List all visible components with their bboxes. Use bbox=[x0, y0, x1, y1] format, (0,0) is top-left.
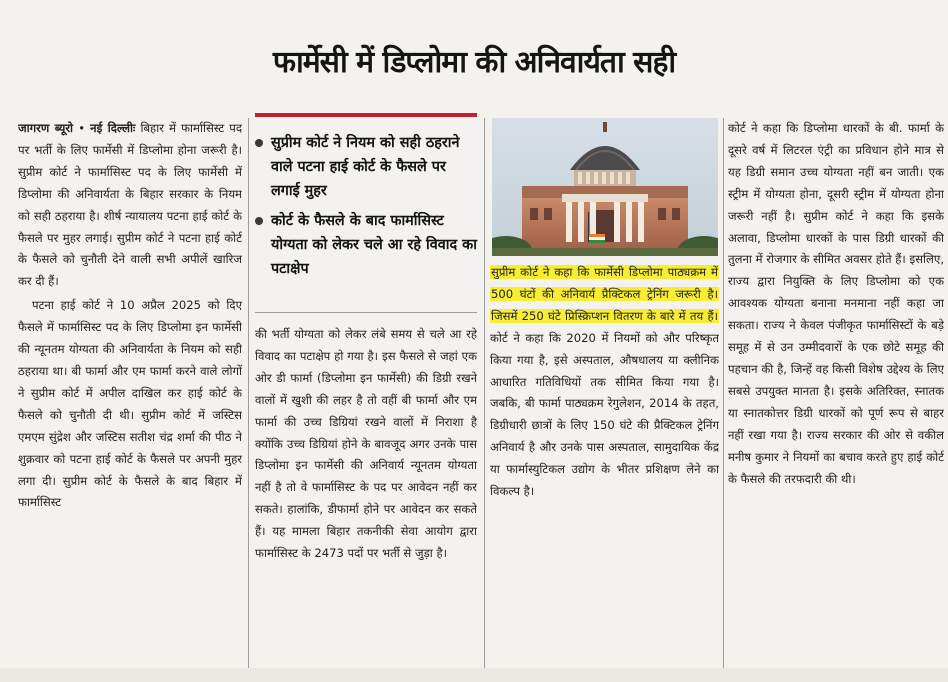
article-column-4 bbox=[728, 118, 944, 668]
col1-para1: सुप्रीम कोर्ट ने फार्मासिस्ट पद के लिए फार्मेसी में डिप्लोमा की अनिवार्यता के बिहार सरकार के नियम को सही ठहराया है। शीर्ष न्यायालय पटना हाई कोर्ट के फैसले पर मुहर लगाई। सुप्रीम कोर्ट ने पटना हाई कोर्ट के फैसले को चुनौती देने वाली सभी अपीलें खारिज कर दी हैं। bbox=[18, 164, 242, 289]
article-column-1 bbox=[18, 118, 242, 668]
byline-paragraph bbox=[18, 118, 242, 293]
bullet-icon bbox=[255, 217, 263, 225]
col4-para1: कोर्ट ने कहा कि डिप्लोमा धारकों के बी. फार्मा के दूसरे वर्ष में लिटरल एंट्री का प्रविधान होने मात्र से यह डिग्री समान उच्च योग्यता नहीं बन जाती। एक स्ट्रीम में योग्यता होना, दूसरी स्ट्रीम में योग्यता होना जरूरी नहीं है। सुप्रीम कोर्ट ने कहा कि इसके अलावा, डिप्लोमा धारकों के पास डिग्री धारकों की तुलना में रोजगार के सीमित अवसर होते हैं। इसलिए, राज्य द्वारा नियुक्ति के लिए डिप्लोमा को एक आवश्यक योग्यता बनाना मनमाना नहीं कहा जा सकता। राज्य ने केवल पंजीकृत फार्मासिस्टों के बड़े समूह में से उन उम्मीदवारों के एक छोटे समूह की पहचान की है, जिन्हें वह किसी विशेष उद्देश्य के लिए सबसे उपयुक्त मानता है। इसके अतिरिक्त, स्नातक या स्नातकोत्तर डिग्री धारकों को पूर्ण रूप से बाहर नहीं रखा गया है। राज्य सरकार की ओर से वकील मनीष कुमार ने नियमों का बचाव करते हुए हाई कोर्ट के फैसले की तरफदारी की थी। bbox=[728, 121, 944, 486]
bottom-edge bbox=[0, 668, 948, 682]
col1-para2: पटना हाई कोर्ट ने 10 अप्रैल 2025 को दिए फैसले में फार्मासिस्ट पद के लिए डिप्लोमा इन फार्मेसी की न्यूनतम योग्यता की अनिवार्यता के नियम को सही ठहराया था। बी फार्मा और एम फार्मा करने वाले लोगों ने सुप्रीम कोर्ट में अपील दाखिल कर हाई कोर्ट के फैसले को चुनौती दी थी। सुप्रीम कोर्ट में जस्टिस एमएम सुंद्रेश और जस्टिस सतीश चंद्र शर्मा की पीठ ने शुक्रवार को पटना हाई कोर्ट के फैसले पर अपनी मुहर लगा दी। सुप्रीम कोर्ट के फैसले के बाद बिहार में फार्मासिस्ट bbox=[18, 298, 242, 510]
byline-bureau: जागरण ब्यूरो bbox=[18, 121, 74, 135]
byline-place: नई दिल्लीः bbox=[90, 121, 136, 135]
highlights-box bbox=[255, 113, 477, 313]
column-divider bbox=[723, 118, 724, 668]
col3-rest: कोर्ट ने कहा कि 2020 में नियमों को और परिष्कृत किया गया है, इसे अस्पताल, औषधालय या क्लीनिक आधारित गतिविधियों तक सीमित किया गया है। जबकि, बी फार्मा पाठ्यक्रम रेगुलेशन, 2014 के तहत, डिग्रीधारी छात्रों के लिए 150 घंटे की प्रैक्टिकल ट्रेनिंग अनिवार्य है और उनके पास अस्पताल, सामुदायिक केंद्र या फार्मास्युटिकल उद्योग के भीतर प्रशिक्षण लेने का विकल्प है। bbox=[490, 330, 719, 499]
col3-para1 bbox=[490, 262, 719, 503]
highlight-text: कोर्ट के फैसले के बाद फार्मासिस्ट योग्यता को लेकर चले आ रहे विवाद का पटाक्षेप bbox=[271, 213, 477, 277]
byline-separator-dot: • bbox=[78, 121, 91, 135]
headline: फार्मेसी में डिप्लोमा की अनिवार्यता सही bbox=[272, 45, 676, 80]
indian-flag-icon bbox=[589, 234, 605, 243]
article-column-3 bbox=[490, 262, 719, 667]
column-divider bbox=[484, 118, 485, 668]
supreme-court-building-image bbox=[492, 118, 718, 256]
column-divider bbox=[248, 118, 249, 668]
highlight-text: सुप्रीम कोर्ट ने नियम को सही ठहराने वाले पटना हाई कोर्ट के फैसले पर लगाई मुहर bbox=[271, 135, 460, 199]
article-column-2 bbox=[255, 324, 477, 669]
highlighted-quote: सुप्रीम कोर्ट ने कहा कि फार्मेसी डिप्लोमा पाठ्यक्रम में 500 घंटों की अनिवार्य प्रैक्टिकल ट्रेनिंग जरूरी है। जिसमें 250 घंटे प्रिस्क्रिप्शन वितरण के बारे में तय हैं। bbox=[491, 265, 718, 323]
supreme-court-photo bbox=[492, 118, 718, 256]
bullet-icon bbox=[255, 139, 263, 147]
flagpole bbox=[588, 212, 589, 242]
highlight-item bbox=[255, 131, 477, 203]
highlight-item bbox=[255, 209, 477, 281]
col2-para1: की भर्ती योग्यता को लेकर लंबे समय से चले आ रहे विवाद का पटाक्षेप हो गया है। इस फैसले से जहां एक ओर डी फार्मा (डिप्लोमा इन फार्मेसी) की डिग्री रखने वालों में खुशी की लहर है तो वहीं बी फार्मा और एम फार्मा की उच्च डिग्रियां रखने वालों में निराशा है क्योंकि उच्च डिग्रियां होने के बावजूद अगर उनके पास डिप्लोमा इन फार्मेसी की अनिवार्य न्यूनतम योग्यता नहीं है तो वे फार्मासिस्ट के पद पर आवेदन नहीं कर सकते। हालांकि, डीफार्मा होने पर आवेदन कर सकते हैं। यह मामला बिहार तकनीकी सेवा आयोग द्वारा फार्मासिस्ट के 2473 पदों पर भर्ती से जुड़ा है। bbox=[255, 327, 477, 561]
byline-text: बिहार में फार्मासिस्ट पद पर भर्ती के लिए फार्मेसी में डिप्लोमा होना जरूरी है। bbox=[18, 121, 242, 157]
